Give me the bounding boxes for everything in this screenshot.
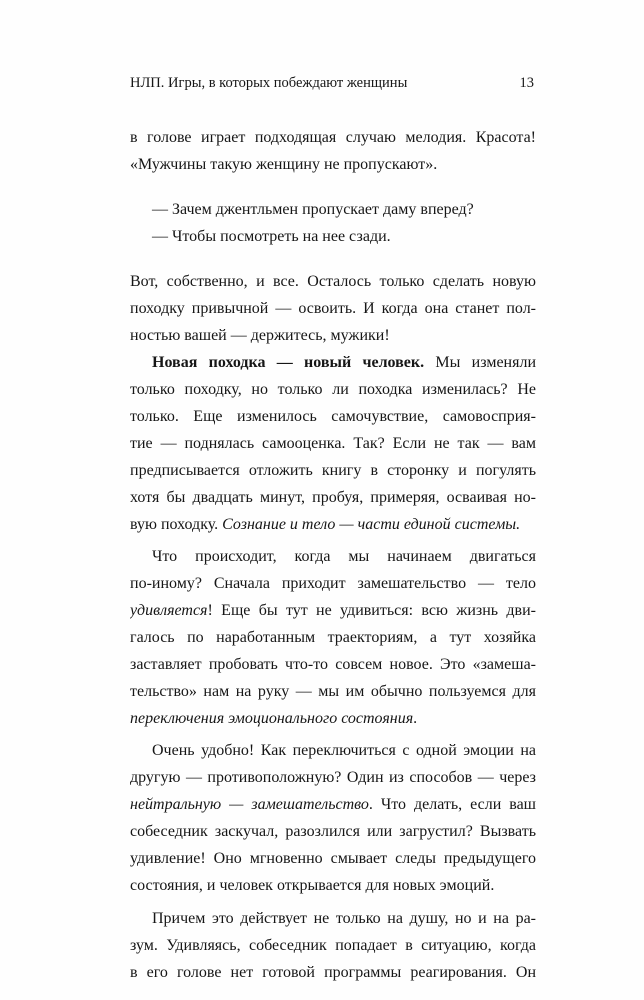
text-line: Вот, собственно, и все. Осталось только сделать новую: [130, 273, 536, 290]
text-line: тельство» нам на руку — мы им обычно пользуемся для: [130, 683, 536, 700]
text-run: .: [413, 710, 418, 727]
text-line: тие — поднялась самооценка. Так? Если не так — вам: [130, 435, 536, 452]
italic-emphasis: удивляется: [130, 602, 208, 619]
text-line: «Мужчины такую женщину не пропускают».: [130, 156, 438, 173]
text-line: предписывается отложить книгу в сторонку и погулять: [130, 462, 536, 479]
text-line: ностью вашей — держитесь, мужики!: [130, 327, 390, 344]
paragraph: [130, 543, 536, 732]
text-line: Очень удобно! Как переключиться с одной эмоции на: [152, 742, 536, 759]
text-line: [130, 597, 536, 624]
bold-lead-in: Новая походка — новый человек.: [152, 354, 425, 371]
text-line: Что происходит, когда мы начинаем двигаться: [152, 548, 536, 565]
text-run: ! Еще бы тут не удивиться: всю жизнь дви-: [207, 602, 536, 619]
italic-emphasis: нейтральную — замешательство: [130, 796, 369, 813]
paragraph-continuation: [130, 124, 536, 178]
text-line: в его голове нет готовой программы реагирования. Он: [130, 964, 536, 981]
text-line: в голове играет подходящая случаю мелодия. Красота!: [130, 129, 536, 146]
paragraph: [130, 268, 536, 349]
running-header: [130, 71, 536, 95]
text-line: галось по наработанным траекториям, а тут хозяйка: [130, 629, 536, 646]
text-line: другую — противоположную? Один из способов — через: [130, 769, 536, 786]
text-line: хотя бы двадцать минут, пробуя, примеряя, осваивая но-: [130, 489, 536, 506]
text-line: [130, 349, 536, 376]
dialogue: [130, 196, 536, 250]
text-line: удивление! Оно мгновенно смывает следы предыдущего: [130, 850, 536, 867]
text-line: состояния, и человек открывается для новых эмоций.: [130, 877, 495, 894]
text-run: вую походку.: [130, 516, 223, 533]
paragraph: [130, 349, 536, 538]
paragraph: [130, 737, 536, 899]
italic-emphasis: переключения эмоционального состояния: [130, 710, 414, 727]
page-number: 13: [519, 75, 534, 91]
text-line: [130, 511, 536, 538]
text-line: по-иному? Сначала приходит замешательство — тело: [130, 575, 536, 592]
text-line: только. Еще изменилось самочувствие, самовосприя-: [130, 408, 536, 425]
text-line: только походку, но только ли походка изменилась? Не: [130, 381, 536, 398]
dialogue-line: — Чтобы посмотреть на нее сзади.: [152, 228, 391, 245]
text-run: . Что делать, если ваш: [368, 796, 536, 813]
dialogue-line: — Зачем джентльмен пропускает даму вперед?: [152, 201, 474, 218]
text-line: [130, 791, 536, 818]
text-line: Причем это действует не только на душу, но и на ра-: [152, 910, 536, 927]
text-line: походку привычной — освоить. И когда она станет пол-: [130, 300, 536, 317]
text-run: Мы изменяли: [424, 354, 536, 371]
italic-emphasis: Сознание и тело — части единой системы.: [222, 516, 521, 533]
text-line: зум. Удивляясь, собеседник попадает в ситуацию, когда: [130, 937, 536, 954]
text-line: собеседник заскучал, разозлился или загрустил? Вызвать: [130, 823, 536, 840]
text-line: [130, 705, 536, 732]
text-line: заставляет пробовать что-то совсем новое. Это «замеша-: [130, 656, 536, 673]
running-title: НЛП. Игры, в которых побеждают женщины: [130, 75, 408, 91]
paragraph: [130, 905, 536, 986]
